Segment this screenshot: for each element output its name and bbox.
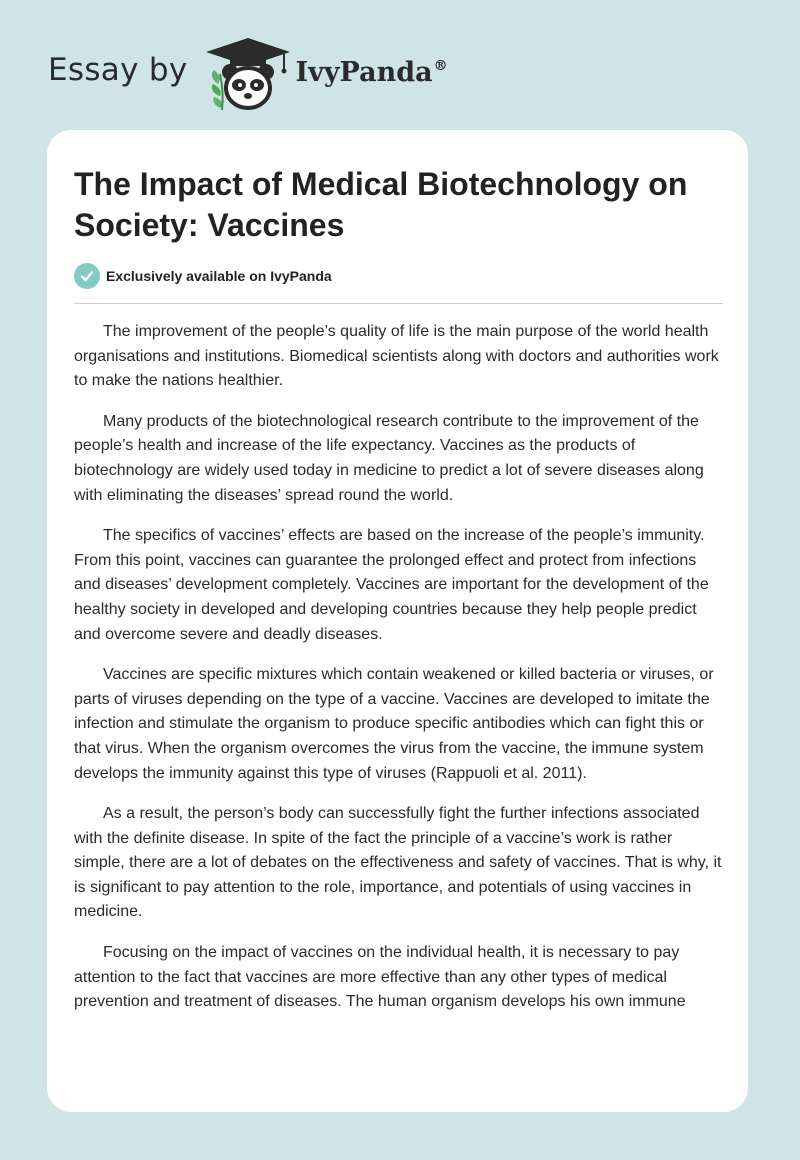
check-icon <box>74 263 100 289</box>
essay-card <box>47 130 748 1112</box>
ivypanda-logo-icon[interactable] <box>204 34 292 112</box>
brand-name[interactable]: IvyPanda® <box>295 56 448 88</box>
paragraph: The improvement of the people’s quality of life is the main purpose of the world health organisations and institutions. Biomedical scientists along with doctors and authorities work to make the nations healthier. <box>74 323 719 390</box>
exclusive-badge-label: Exclusively available on IvyPanda <box>106 268 332 284</box>
divider <box>74 303 723 304</box>
page-title: The Impact of Medical Biotechnology on Society: Vaccines <box>74 166 688 243</box>
paragraph: Vaccines are specific mixtures which contain weakened or killed bacteria or viruses, or parts of viruses depending on the type of a vaccine. Vaccines are developed to imitate the infection and stimulate the organism to produce specific antibodies which can fight this or that virus. When the organism overcomes the virus from the vaccine, the immune system develops the immunity against this type of viruses (Rappuoli et al. 2011). <box>74 666 714 782</box>
paragraph: The specifics of vaccines’ effects are based on the increase of the people’s immunity. From this point, vaccines can guarantee the prolonged effect and protect from infections and diseases’ development completely. Vaccines are important for the development of the healthy society in developed and developing countries because they help people predict and overcome severe and deadly diseases. <box>74 527 709 643</box>
paragraph: Focusing on the impact of vaccines on the individual health, it is necessary to pay attention to the fact that vaccines are more effective than any other types of medical prevention and treatment of diseases. The human organism develops his own immune <box>74 944 686 1011</box>
paragraph: Many products of the biotechnological research contribute to the improvement of the people’s health and increase of the life expectancy. Vaccines as the products of biotechnology are widely used today in medicine to predict a lot of severe diseases along with eliminating the diseases’ spread round the world. <box>74 412 704 504</box>
essay-body <box>74 320 726 1031</box>
exclusive-badge <box>74 263 332 289</box>
registered-mark: ® <box>433 57 448 74</box>
essay-by-label: Essay by <box>48 52 188 88</box>
site-header <box>48 34 448 112</box>
paragraph: As a result, the person’s body can successfully fight the further infections associated with the definite disease. In spite of the fact the principle of a vaccine’s work is rather simple, there are a lot of debates on the effectiveness and safety of vaccines. That is why, it is significant to pay attention to the role, importance, and potentials of using vaccines in medicine. <box>74 805 722 921</box>
